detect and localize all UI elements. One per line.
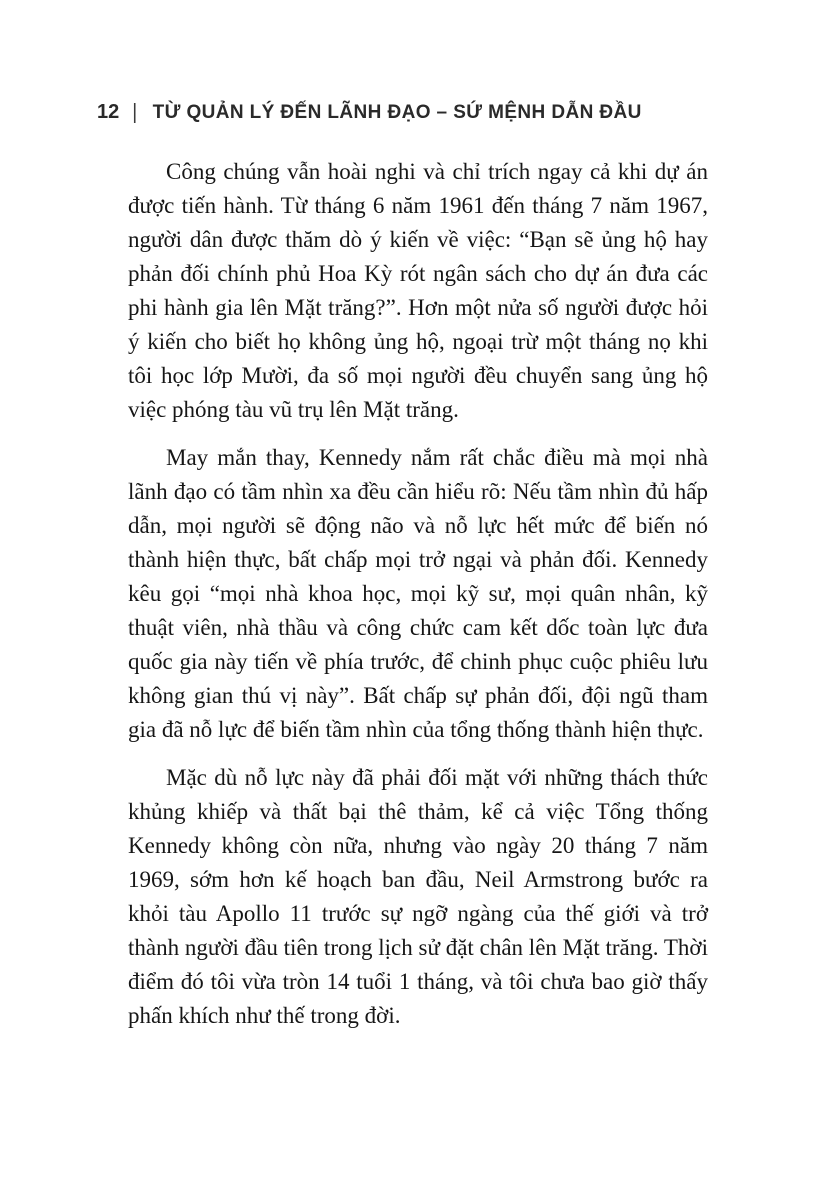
chapter-title: TỪ QUẢN LÝ ĐẾN LÃNH ĐẠO – SỨ MỆNH DẪN ĐẦU bbox=[152, 102, 642, 123]
paragraph: Mặc dù nỗ lực này đã phải đối mặt với những thách thức khủng khiếp và thất bại thê thảm, kể cả việc Tổng thống Kennedy không còn nữa, nhưng vào ngày 20 tháng 7 năm 1969, sớm hơn kế hoạch ban đầu, Neil Armstrong bước ra khỏi tàu Apollo 11 trước sự ngỡ ngàng của thế giới và trở thành người đầu tiên trong lịch sử đặt chân lên Mặt trăng. Thời điểm đó tôi vừa tròn 14 tuổi 1 tháng, và tôi chưa bao giờ thấy phấn khích như thế trong đời. bbox=[128, 765, 708, 1028]
running-header bbox=[97, 101, 753, 124]
paragraph: Công chúng vẫn hoài nghi và chỉ trích ngay cả khi dự án được tiến hành. Từ tháng 6 năm 1961 đến tháng 7 năm 1967, người dân được thăm dò ý kiến về việc: “Bạn sẽ ủng hộ hay phản đối chính phủ Hoa Kỳ rót ngân sách cho dự án đưa các phi hành gia lên Mặt trăng?”. Hơn một nửa số người được hỏi ý kiến cho biết họ không ủng hộ, ngoại trừ một tháng nọ khi tôi học lớp Mười, đa số mọi người đều chuyển sang ủng hộ việc phóng tàu vũ trụ lên Mặt trăng. bbox=[128, 159, 708, 422]
header-separator: | bbox=[132, 100, 138, 124]
page-body bbox=[128, 155, 708, 1033]
page-number: 12 bbox=[97, 101, 120, 123]
paragraph: May mắn thay, Kennedy nắm rất chắc điều mà mọi nhà lãnh đạo có tầm nhìn xa đều cần hiểu rõ: Nếu tầm nhìn đủ hấp dẫn, mọi người sẽ động não và nỗ lực hết mức để biến nó thành hiện thực, bất chấp mọi trở ngại và phản đối. Kennedy kêu gọi “mọi nhà khoa học, mọi kỹ sư, mọi quân nhân, kỹ thuật viên, nhà thầu và công chức cam kết dốc toàn lực đưa quốc gia này tiến về phía trước, để chinh phục cuộc phiêu lưu không gian thú vị này”. Bất chấp sự phản đối, đội ngũ tham gia đã nỗ lực để biến tầm nhìn của tổng thống thành hiện thực. bbox=[128, 445, 708, 742]
